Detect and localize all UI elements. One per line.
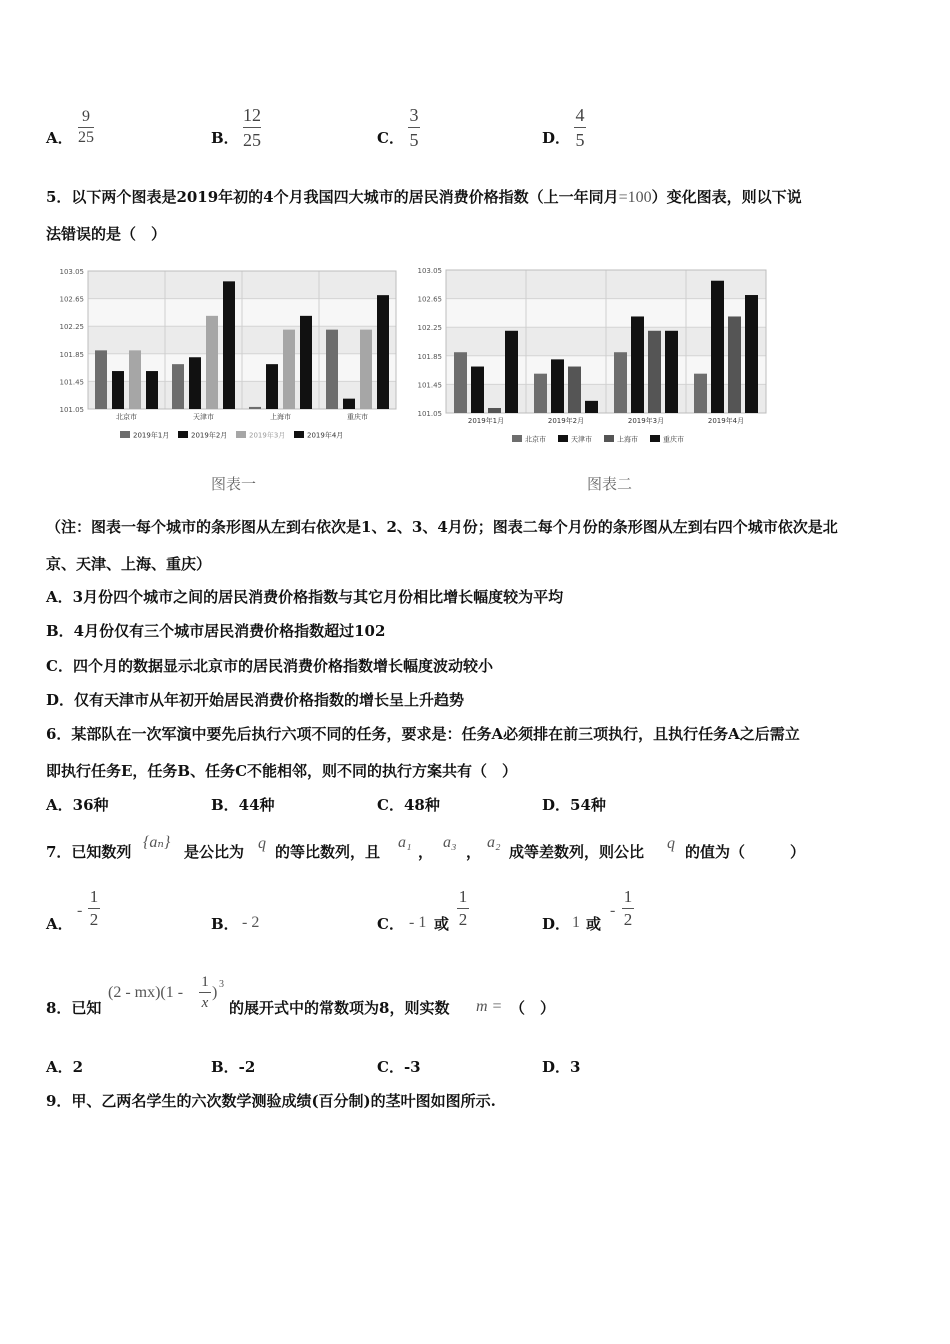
q7-a1: a₁ <box>398 834 412 851</box>
bar <box>343 399 355 409</box>
q7-option-d-value: 1 <box>572 914 580 931</box>
x-tick-label: 上海市 <box>270 413 291 421</box>
legend-swatch <box>604 435 614 442</box>
q7-option-d-label: D． <box>542 915 571 933</box>
legend-label: 2019年3月 <box>249 431 286 440</box>
q8-option-d: D．3 <box>542 1058 581 1076</box>
numerator: 4 <box>575 105 585 125</box>
q8-text-3: （ ） <box>510 999 556 1017</box>
legend-swatch <box>120 431 130 438</box>
y-tick-label: 102.25 <box>59 323 84 332</box>
numerator: 3 <box>409 105 419 125</box>
y-tick-label: 101.05 <box>417 410 442 418</box>
bar <box>505 331 518 413</box>
x-tick-label: 2019年2月 <box>547 417 585 425</box>
q5-option-c: C．四个月的数据显示北京市的居民消费价格指数增长幅度波动较小 <box>46 657 493 675</box>
bar <box>551 359 564 413</box>
x-tick-label: 重庆市 <box>347 413 368 421</box>
q8-option-c: C．-3 <box>377 1058 421 1076</box>
bar <box>471 367 484 413</box>
legend-swatch <box>650 435 660 442</box>
q7-option-a-label: A． <box>46 915 73 933</box>
bar <box>172 364 184 409</box>
x-tick-label: 2019年3月 <box>627 417 665 425</box>
bar <box>249 407 261 409</box>
q7-a3: a₃ <box>443 834 457 851</box>
bar <box>95 350 107 409</box>
x-tick-label: 2019年1月 <box>467 417 505 425</box>
q7-option-c-or: 或 <box>434 915 450 933</box>
q8-option-b: B．-2 <box>211 1058 256 1076</box>
chart-two-caption: 图表二 <box>587 475 633 493</box>
bar <box>631 316 644 413</box>
q4-option-c-label: C． <box>377 129 404 147</box>
bar <box>614 352 627 413</box>
bar <box>129 350 141 409</box>
legend-swatch <box>236 431 246 438</box>
bar <box>360 330 372 409</box>
chart-one-caption: 图表一 <box>211 475 257 493</box>
chart-two <box>410 262 770 447</box>
q8-text-1: 8．已知 <box>46 999 102 1017</box>
q4-option-d-fraction <box>574 103 586 152</box>
q5-option-a: A．3月份四个城市之间的居民消费价格指数与其它月份相比增长幅度较为平均 <box>46 588 564 606</box>
q5-line1 <box>46 186 802 207</box>
q7-option-d-or: 或 <box>586 915 602 933</box>
legend-label: 天津市 <box>571 435 592 444</box>
q8-option-a: A．2 <box>46 1058 84 1076</box>
bar <box>711 281 724 413</box>
legend-label: 2019年2月 <box>191 431 228 440</box>
bar <box>585 401 598 413</box>
denominator: 2 <box>89 910 99 929</box>
q5-option-d: D．仅有天津市从年初开始居民消费价格指数的增长呈上升趋势 <box>46 691 465 709</box>
bar <box>326 330 338 409</box>
legend-label: 2019年1月 <box>133 431 170 440</box>
y-tick-label: 103.05 <box>59 268 84 276</box>
y-tick-label: 101.45 <box>417 381 442 390</box>
bar <box>665 331 678 413</box>
q7-option-b-value: - 2 <box>242 914 260 931</box>
q7-option-d-fraction <box>622 886 634 931</box>
bar <box>454 352 467 413</box>
denominator: 25 <box>243 130 261 150</box>
bar <box>112 371 124 409</box>
bar <box>648 331 661 413</box>
q8-expr-a: (2 - mx)(1 - <box>108 984 184 1001</box>
q8-expr-b: ) <box>212 984 218 1001</box>
bar <box>223 281 235 409</box>
q8-m: m = <box>476 998 503 1015</box>
q5-note-line1: （注：图表一每个城市的条形图从左到右依次是1、2、3、4月份；图表二每个月份的条形图从左到右四个城市依次是北 <box>46 518 838 536</box>
q7-option-a-sign: - <box>77 902 83 919</box>
bar <box>568 367 581 413</box>
bar <box>377 295 389 409</box>
q8-text-2: 的展开式中的常数项为8，则实数 <box>229 999 450 1017</box>
bar <box>300 316 312 409</box>
q6-option-c: C．48种 <box>377 796 440 814</box>
y-tick-label: 102.65 <box>417 295 442 304</box>
y-tick-label: 102.25 <box>417 324 442 333</box>
q7-a2: a₂ <box>487 834 501 851</box>
legend-label: 北京市 <box>525 435 546 444</box>
q7-q2: q <box>667 835 675 852</box>
q4-option-a-fraction <box>78 107 94 148</box>
numerator: 1 <box>201 974 209 990</box>
q7-option-c-value: - 1 <box>409 914 427 931</box>
y-tick-label: 101.85 <box>59 350 84 359</box>
q6-option-b: B．44种 <box>211 796 275 814</box>
x-tick-label: 2019年4月 <box>707 417 745 425</box>
q4-option-b-fraction <box>243 103 261 152</box>
legend-label: 上海市 <box>617 435 638 444</box>
numerator: 1 <box>89 887 99 906</box>
q5-line1-part-a: 5．以下两个图表是2019年初的4个月我国四大城市的居民消费价格指数（上一年同月 <box>46 188 619 206</box>
q4-option-b-label: B． <box>211 129 239 147</box>
numerator: 1 <box>458 887 468 906</box>
bar <box>189 357 201 409</box>
q7-option-c-label: C． <box>377 915 404 933</box>
denominator: 5 <box>409 130 419 150</box>
q7-option-c-fraction <box>457 886 469 931</box>
q6-line2: 即执行任务E，任务B、任务C不能相邻，则不同的执行方案共有（ ） <box>46 762 518 780</box>
legend-swatch <box>512 435 522 442</box>
q7-text-1: 7．已知数列 <box>46 843 132 861</box>
denominator: 25 <box>78 129 94 146</box>
chart-one <box>50 262 400 447</box>
q7-text-2: 是公比为 <box>184 843 245 861</box>
q7-comma-2: ， <box>466 843 482 861</box>
bar <box>146 371 158 409</box>
y-tick-label: 101.45 <box>59 378 84 387</box>
bar <box>488 408 501 413</box>
q6-line1: 6．某部队在一次军演中要先后执行六项不同的任务，要求是：任务A必须排在前三项执行，且执行任务A之后需立 <box>46 725 800 743</box>
legend-label: 重庆市 <box>663 435 684 444</box>
bar <box>745 295 758 413</box>
y-tick-label: 102.65 <box>59 295 84 304</box>
denominator: 2 <box>623 910 633 929</box>
x-tick-label: 北京市 <box>116 413 137 421</box>
q5-line2: 法错误的是（ ） <box>46 225 167 243</box>
q7-option-d-sign: - <box>610 902 616 919</box>
q5-note-line2: 京、天津、上海、重庆） <box>46 555 212 573</box>
numerator: 1 <box>623 887 633 906</box>
y-tick-label: 101.85 <box>417 352 442 361</box>
q7-text-3: 的等比数列，且 <box>275 843 381 861</box>
denominator: 5 <box>575 130 585 150</box>
legend-swatch <box>294 431 304 438</box>
q6-option-a: A．36种 <box>46 796 109 814</box>
numerator: 9 <box>82 108 90 125</box>
q4-option-a-label: A． <box>46 129 73 147</box>
q7-comma-1: ， <box>418 843 434 861</box>
legend-label: 2019年4月 <box>307 431 344 440</box>
q8-fraction <box>199 972 211 1013</box>
denominator: 2 <box>458 910 468 929</box>
q5-line1-part-b: ）变化图表，则以下说 <box>651 188 802 206</box>
bar <box>694 374 707 413</box>
bar <box>283 330 295 409</box>
q7-text-5: 的值为（ ） <box>685 843 806 861</box>
q9-line: 9．甲、乙两名学生的六次数学测验成绩(百分制)的茎叶图如图所示. <box>46 1092 496 1110</box>
q5-line1-math: =100 <box>618 189 652 206</box>
q4-option-c-fraction <box>408 103 420 152</box>
q5-option-b: B．4月份仅有三个城市居民消费价格指数超过102 <box>46 622 386 640</box>
q6-option-d: D．54种 <box>542 796 606 814</box>
bar <box>728 316 741 413</box>
x-tick-label: 天津市 <box>193 413 214 421</box>
legend-swatch <box>558 435 568 442</box>
y-tick-label: 103.05 <box>417 267 442 275</box>
q4-option-d-label: D． <box>542 129 571 147</box>
q8-exponent: 3 <box>219 979 224 990</box>
bar <box>266 364 278 409</box>
bar <box>206 316 218 409</box>
q7-seq: {aₙ} <box>143 834 171 851</box>
q7-option-a-fraction <box>88 886 100 931</box>
bar <box>534 374 547 413</box>
y-tick-label: 101.05 <box>59 406 84 414</box>
q7-q: q <box>258 835 266 852</box>
numerator: 12 <box>243 105 261 125</box>
q7-text-4: 成等差数列，则公比 <box>509 843 645 861</box>
denominator: x <box>201 995 209 1011</box>
q7-option-b-label: B． <box>211 915 239 933</box>
legend-swatch <box>178 431 188 438</box>
